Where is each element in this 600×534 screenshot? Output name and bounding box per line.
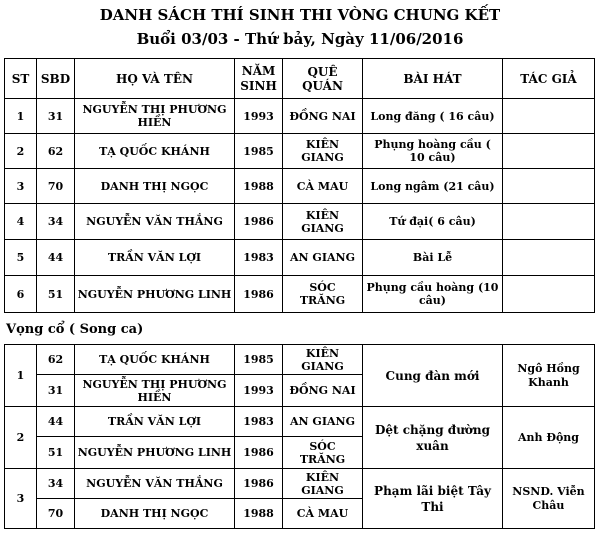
cell-author	[503, 169, 595, 204]
cell-hometown: AN GIANG	[283, 240, 363, 276]
cell-st: 3	[5, 469, 37, 529]
cell-st: 6	[5, 276, 37, 313]
cell-hometown: KIÊN GIANG	[283, 134, 363, 169]
cell-year: 1988	[235, 169, 283, 204]
cell-song: Phụng hoàng cầu ( 10 câu)	[363, 134, 503, 169]
cell-song: Long đăng ( 16 câu)	[363, 99, 503, 134]
table-row	[5, 276, 595, 313]
header-sbd: SBD	[37, 59, 75, 99]
table-row	[5, 169, 595, 204]
cell-hometown: KIÊN GIANG	[283, 345, 363, 375]
cell-song: Long ngâm (21 câu)	[363, 169, 503, 204]
cell-sbd: 70	[37, 169, 75, 204]
cell-sbd: 62	[37, 345, 75, 375]
header-row	[5, 59, 595, 99]
cell-name: NGUYỄN VĂN THẮNG	[75, 204, 235, 240]
cell-author: Anh Động	[503, 407, 595, 469]
cell-sbd: 34	[37, 204, 75, 240]
cell-hometown: CÀ MAU	[283, 499, 363, 529]
cell-name: TẠ QUỐC KHÁNH	[75, 134, 235, 169]
cell-song: Bài Lễ	[363, 240, 503, 276]
cell-name: DANH THỊ NGỌC	[75, 499, 235, 529]
cell-hometown: SÓC TRĂNG	[283, 437, 363, 469]
section-label: Vọng cổ ( Song ca)	[6, 322, 144, 337]
table-row	[5, 240, 595, 276]
header-year: NĂM SINH	[235, 59, 283, 99]
cell-st: 4	[5, 204, 37, 240]
cell-name: TRẦN VĂN LỢI	[75, 240, 235, 276]
page-subtitle: Buổi 03/03 - Thứ bảy, Ngày 11/06/2016	[136, 30, 464, 48]
cell-author	[503, 276, 595, 313]
cell-hometown: KIÊN GIANG	[283, 469, 363, 499]
cell-author	[503, 99, 595, 134]
header-hometown: QUÊ QUÁN	[283, 59, 363, 99]
cell-year: 1993	[235, 375, 283, 407]
cell-hometown: ĐỒNG NAI	[283, 375, 363, 407]
cell-year: 1993	[235, 99, 283, 134]
cell-year: 1986	[235, 437, 283, 469]
cell-year: 1983	[235, 240, 283, 276]
cell-song: Cung đàn mới	[363, 345, 503, 407]
cell-year: 1985	[235, 134, 283, 169]
cell-sbd: 34	[37, 469, 75, 499]
cell-year: 1988	[235, 499, 283, 529]
header-st: ST	[5, 59, 37, 99]
cell-author	[503, 240, 595, 276]
cell-author	[503, 134, 595, 169]
cell-name: TRẦN VĂN LỢI	[75, 407, 235, 437]
header-author: TÁC GIẢ	[503, 59, 595, 99]
cell-sbd: 70	[37, 499, 75, 529]
cell-year: 1985	[235, 345, 283, 375]
cell-name: DANH THỊ NGỌC	[75, 169, 235, 204]
cell-year: 1986	[235, 469, 283, 499]
cell-sbd: 51	[37, 437, 75, 469]
cell-hometown: KIÊN GIANG	[283, 204, 363, 240]
cell-name: NGUYỄN PHƯƠNG LINH	[75, 437, 235, 469]
cell-author: Ngô Hồng Khanh	[503, 345, 595, 407]
cell-st: 1	[5, 99, 37, 134]
page-title: DANH SÁCH THÍ SINH THI VÒNG CHUNG KẾT	[99, 6, 501, 24]
table-row	[5, 99, 595, 134]
cell-song: Dệt chặng đường xuân	[363, 407, 503, 469]
cell-year: 1986	[235, 276, 283, 313]
cell-name: NGUYỄN VĂN THẮNG	[75, 469, 235, 499]
cell-hometown: SÓC TRĂNG	[283, 276, 363, 313]
cell-year: 1986	[235, 204, 283, 240]
cell-hometown: ĐỒNG NAI	[283, 99, 363, 134]
cell-st: 2	[5, 407, 37, 469]
cell-sbd: 51	[37, 276, 75, 313]
cell-st: 2	[5, 134, 37, 169]
cell-author	[503, 204, 595, 240]
header-name: HỌ VÀ TÊN	[75, 59, 235, 99]
cell-song: Phụng cầu hoàng (10 câu)	[363, 276, 503, 313]
cell-sbd: 44	[37, 240, 75, 276]
cell-hometown: AN GIANG	[283, 407, 363, 437]
cell-name: NGUYỄN THỊ PHƯƠNG HIỀN	[75, 99, 235, 134]
cell-st: 3	[5, 169, 37, 204]
table-row	[5, 134, 595, 169]
duet-table	[4, 344, 595, 529]
table-row	[5, 204, 595, 240]
cell-year: 1983	[235, 407, 283, 437]
header-song: BÀI HÁT	[363, 59, 503, 99]
cell-sbd: 31	[37, 375, 75, 407]
cell-hometown: CÀ MAU	[283, 169, 363, 204]
cell-sbd: 44	[37, 407, 75, 437]
cell-sbd: 62	[37, 134, 75, 169]
table-row	[5, 345, 595, 375]
contestant-table	[4, 58, 595, 313]
cell-name: TẠ QUỐC KHÁNH	[75, 345, 235, 375]
cell-name: NGUYỄN THỊ PHƯƠNG HIỀN	[75, 375, 235, 407]
table-row	[5, 469, 595, 499]
cell-sbd: 31	[37, 99, 75, 134]
cell-st: 1	[5, 345, 37, 407]
cell-author: NSND. Viễn Châu	[503, 469, 595, 529]
cell-st: 5	[5, 240, 37, 276]
cell-name: NGUYỄN PHƯƠNG LINH	[75, 276, 235, 313]
table-row	[5, 407, 595, 437]
cell-song: Tứ đại( 6 câu)	[363, 204, 503, 240]
cell-song: Phạm lãi biệt Tây Thi	[363, 469, 503, 529]
